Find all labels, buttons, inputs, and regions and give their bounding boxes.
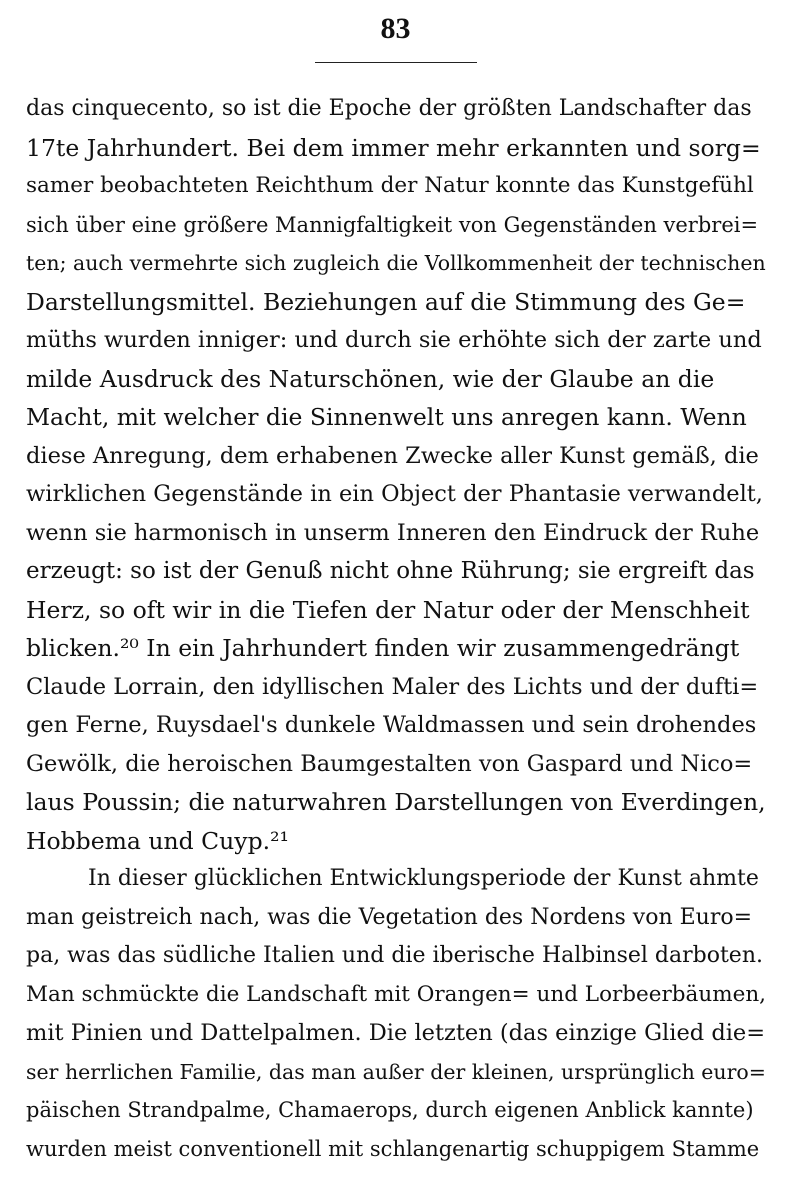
text-line: diese Anregung, dem erhabenen Zwecke aller Kunst gemäß, die: [26, 442, 759, 469]
text-line: das cinquecento, so ist die Epoche der größten Landschafter das: [26, 96, 752, 121]
text-line: laus Poussin; die naturwahren Darstellungen von Everdingen,: [26, 788, 766, 816]
page-number: 83: [380, 12, 411, 45]
text-line: gen Ferne, Ruysdael's dunkele Waldmassen und sein drohendes: [26, 712, 757, 738]
text-line: Hobbema und Cuyp.²¹: [26, 826, 289, 855]
text-line: blicken.²⁰ In ein Jahrhundert finden wir zusammengedrängt: [26, 634, 740, 662]
paragraph-start-line: In dieser glücklichen Entwicklungsperiode der Kunst ahmte: [88, 866, 759, 891]
text-line: wenn sie harmonisch in unserm Inneren den Eindruck der Ruhe: [26, 519, 760, 546]
text-line: 17te Jahrhundert. Bei dem immer mehr erkannten und sorg=: [26, 133, 761, 162]
text-line: Gewölk, die heroischen Baumgestalten von Gaspard und Nico=: [26, 750, 753, 777]
text-line: wurden meist conventionell mit schlangenartig schuppigem Stamme: [26, 1136, 760, 1161]
text-line: Darstellungsmittel. Beziehungen auf die Stimmung des Ge=: [26, 287, 746, 316]
text-line: man geistreich nach, was die Vegetation des Nordens von Euro=: [26, 904, 753, 930]
text-line: Claude Lorrain, den idyllischen Maler des Lichts und der dufti=: [26, 673, 759, 700]
text-line: Macht, mit welcher die Sinnenwelt uns anregen kann. Wenn: [26, 403, 747, 431]
text-line: mit Pinien und Dattelpalmen. Die letzten (das einzige Glied die=: [26, 1020, 766, 1046]
body-text: [26, 90, 766, 1168]
text-line: pa, was das südliche Italien und die iberische Halbinsel darboten.: [26, 943, 763, 968]
text-line: samer beobachteten Reichthum der Natur konnte das Kunstgefühl: [26, 173, 754, 198]
text-line: ten; auch vermehrte sich zugleich die Vollkommenheit der technischen: [26, 251, 766, 275]
text-line: wirklichen Gegenstände in ein Object der Phantasie verwandelt,: [26, 481, 763, 507]
header-rule: [315, 62, 477, 63]
text-line: erzeugt: so ist der Genuß nicht ohne Rührung; sie ergreift das: [26, 558, 755, 584]
text-line: Man schmückte die Landschaft mit Orangen= und Lorbeerbäumen,: [26, 981, 766, 1007]
text-line: müths wurden inniger: und durch sie erhöhte sich der zarte und: [26, 327, 762, 353]
text-line: päischen Strandpalme, Chamaerops, durch eigenen Anblick kannte): [26, 1098, 754, 1122]
text-line: ser herrlichen Familie, das man außer der kleinen, ursprünglich euro=: [26, 1059, 766, 1084]
text-line: sich über eine größere Mannigfaltigkeit von Gegenständen verbrei=: [26, 212, 759, 237]
text-line: Herz, so oft wir in die Tiefen der Natur oder der Menschheit: [26, 595, 750, 624]
text-line: milde Ausdruck des Naturschönen, wie der Glaube an die: [26, 364, 715, 393]
